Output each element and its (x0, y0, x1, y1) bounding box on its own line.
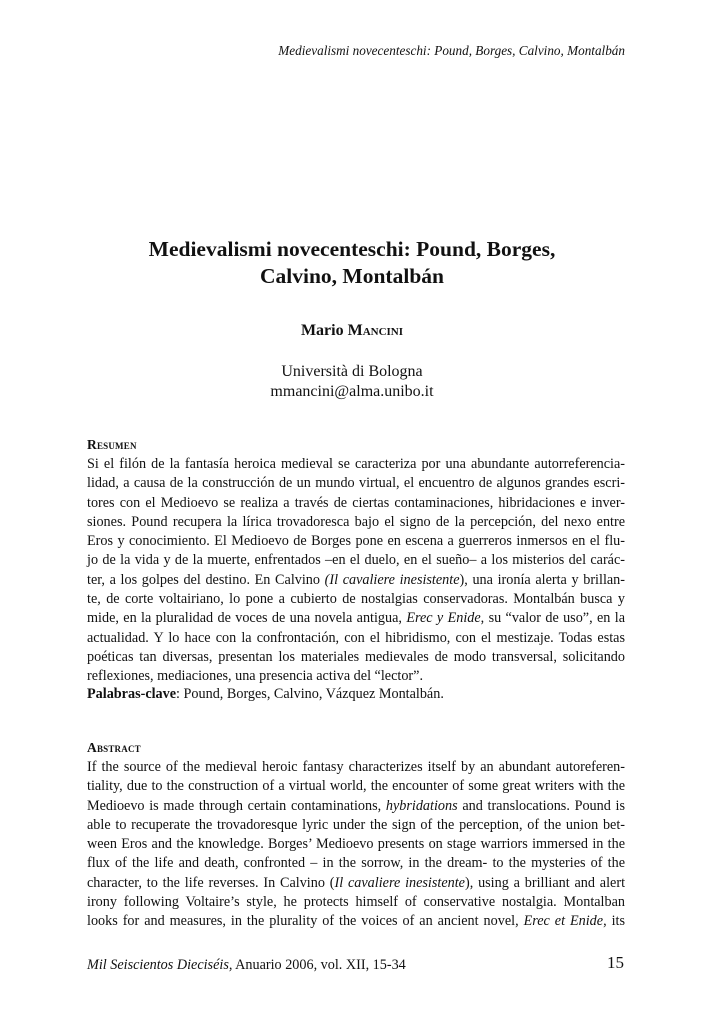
italic-title: Erec et Enide (523, 913, 604, 930)
italic-title: (Il cavaliere inesistente (324, 571, 460, 588)
affiliation (0, 362, 704, 402)
text-line: flux of the life and death, confronted – in the sorrow, in the dream- to the mysteries of the (87, 855, 625, 872)
italic-title: Il cavaliere inesistente (334, 874, 465, 891)
text-line: mide, en la pluralidad de voces de una novela antigua, Erec y Enide, su “valor de uso”, en la (87, 610, 625, 627)
text-line: siones. Pound recupera la lírica trovadoresca bajo el signo de la percepción, del nexo entre (87, 513, 625, 530)
text-line: Si el filón de la fantasía heroica medieval se caracteriza por una abundante autorreferencia- (87, 456, 625, 472)
resumen-body (87, 455, 625, 687)
abstract-body (87, 758, 625, 932)
text-line: reflexiones, mediaciones, una presencia activa del “lector”. (87, 668, 423, 685)
text-line: poéticas tan diversas, presentan los materiales medievales de modo transversal, solicitando (87, 648, 625, 665)
author-first-name: Mario (300, 322, 348, 339)
title-line-2: Calvino, Montalbán (260, 264, 444, 288)
resumen-heading: Resumen (87, 437, 137, 452)
text-line: Eros y conocimiento. El Medioevo de Borges pone en escena a guerreros inmersos en el flu- (87, 533, 625, 550)
author-name (0, 322, 704, 340)
keywords-text: : Pound, Borges, Calvino, Vázquez Montalbán. (176, 686, 444, 702)
keywords (87, 686, 444, 703)
article-title (0, 236, 704, 290)
text-line: able to recuperate the trovadoresque lyric under the sign of the perception, of the union bet- (87, 816, 625, 833)
author-last-name: Mancini (347, 322, 404, 339)
text-line: irony following Voltaire’s style, he protects himself of conservative nostalgia. Montalban (87, 894, 625, 911)
italic-title: hybridations (385, 797, 458, 814)
text-line: lidad, a causa de la construcción de un mundo virtual, el encuentro de algunos grandes escri- (87, 475, 625, 492)
text-line: actualidad. Y lo hace con la confrontación, con el hibridismo, con el mestizaje. Todas estas (87, 629, 625, 646)
journal-issue: Anuario 2006, vol. XII, 15-34 (232, 957, 406, 973)
text-line: looks for and measures, in the plurality of the voices of an ancient novel, Erec et Enide, its (87, 913, 625, 930)
running-head: Medievalismi novecenteschi: Pound, Borges, Calvino, Montalbán (278, 43, 625, 58)
abstract-heading: Abstract (87, 740, 141, 755)
text-line: Medioevo is made through certain contaminations, hybridations and translocations. Pound is (87, 797, 625, 814)
text-line: tores con el Medioevo se realiza a través de ciertas contaminaciones, hibridaciones e inver- (87, 494, 625, 511)
text-line: ter, a los golpes del destino. En Calvino (Il cavaliere inesistente), una ironía alerta y brillan- (87, 571, 626, 588)
italic-title: Erec y Enide (406, 610, 481, 627)
text-line: If the source of the medieval heroic fantasy characterizes itself by an abundant autoreferen- (87, 759, 625, 775)
text-line: ween Eros and the knowledge. Borges’ Medioevo presents on stage warriors immersed in the (87, 836, 625, 853)
text-line: te, de corte voltairiano, lo pone a cubierto de nostalgias conservadoras. Montalbán busca y (87, 591, 625, 608)
affiliation-university: Università di Bologna (281, 363, 423, 380)
keywords-label: Palabras-clave (87, 686, 177, 702)
text-line: tiality, due to the construction of a virtual world, the encounter of some great writers with the (87, 778, 625, 795)
title-line-1: Medievalismi novecenteschi: Pound, Borges, (148, 237, 556, 261)
text-line: character, to the life reverses. In Calvino (Il cavaliere inesistente), using a brilliant and alert (87, 874, 626, 891)
author-email: mmancini@alma.unibo.it (270, 383, 434, 400)
journal-footer (87, 957, 406, 974)
journal-name: Mil Seiscientos Dieciséis, (87, 957, 233, 973)
page-number: 15 (607, 953, 624, 972)
text-line: jo de la vida y de la muerte, enfrentados –en el duelo, en el sueño– a los misterios del carác- (87, 552, 625, 569)
